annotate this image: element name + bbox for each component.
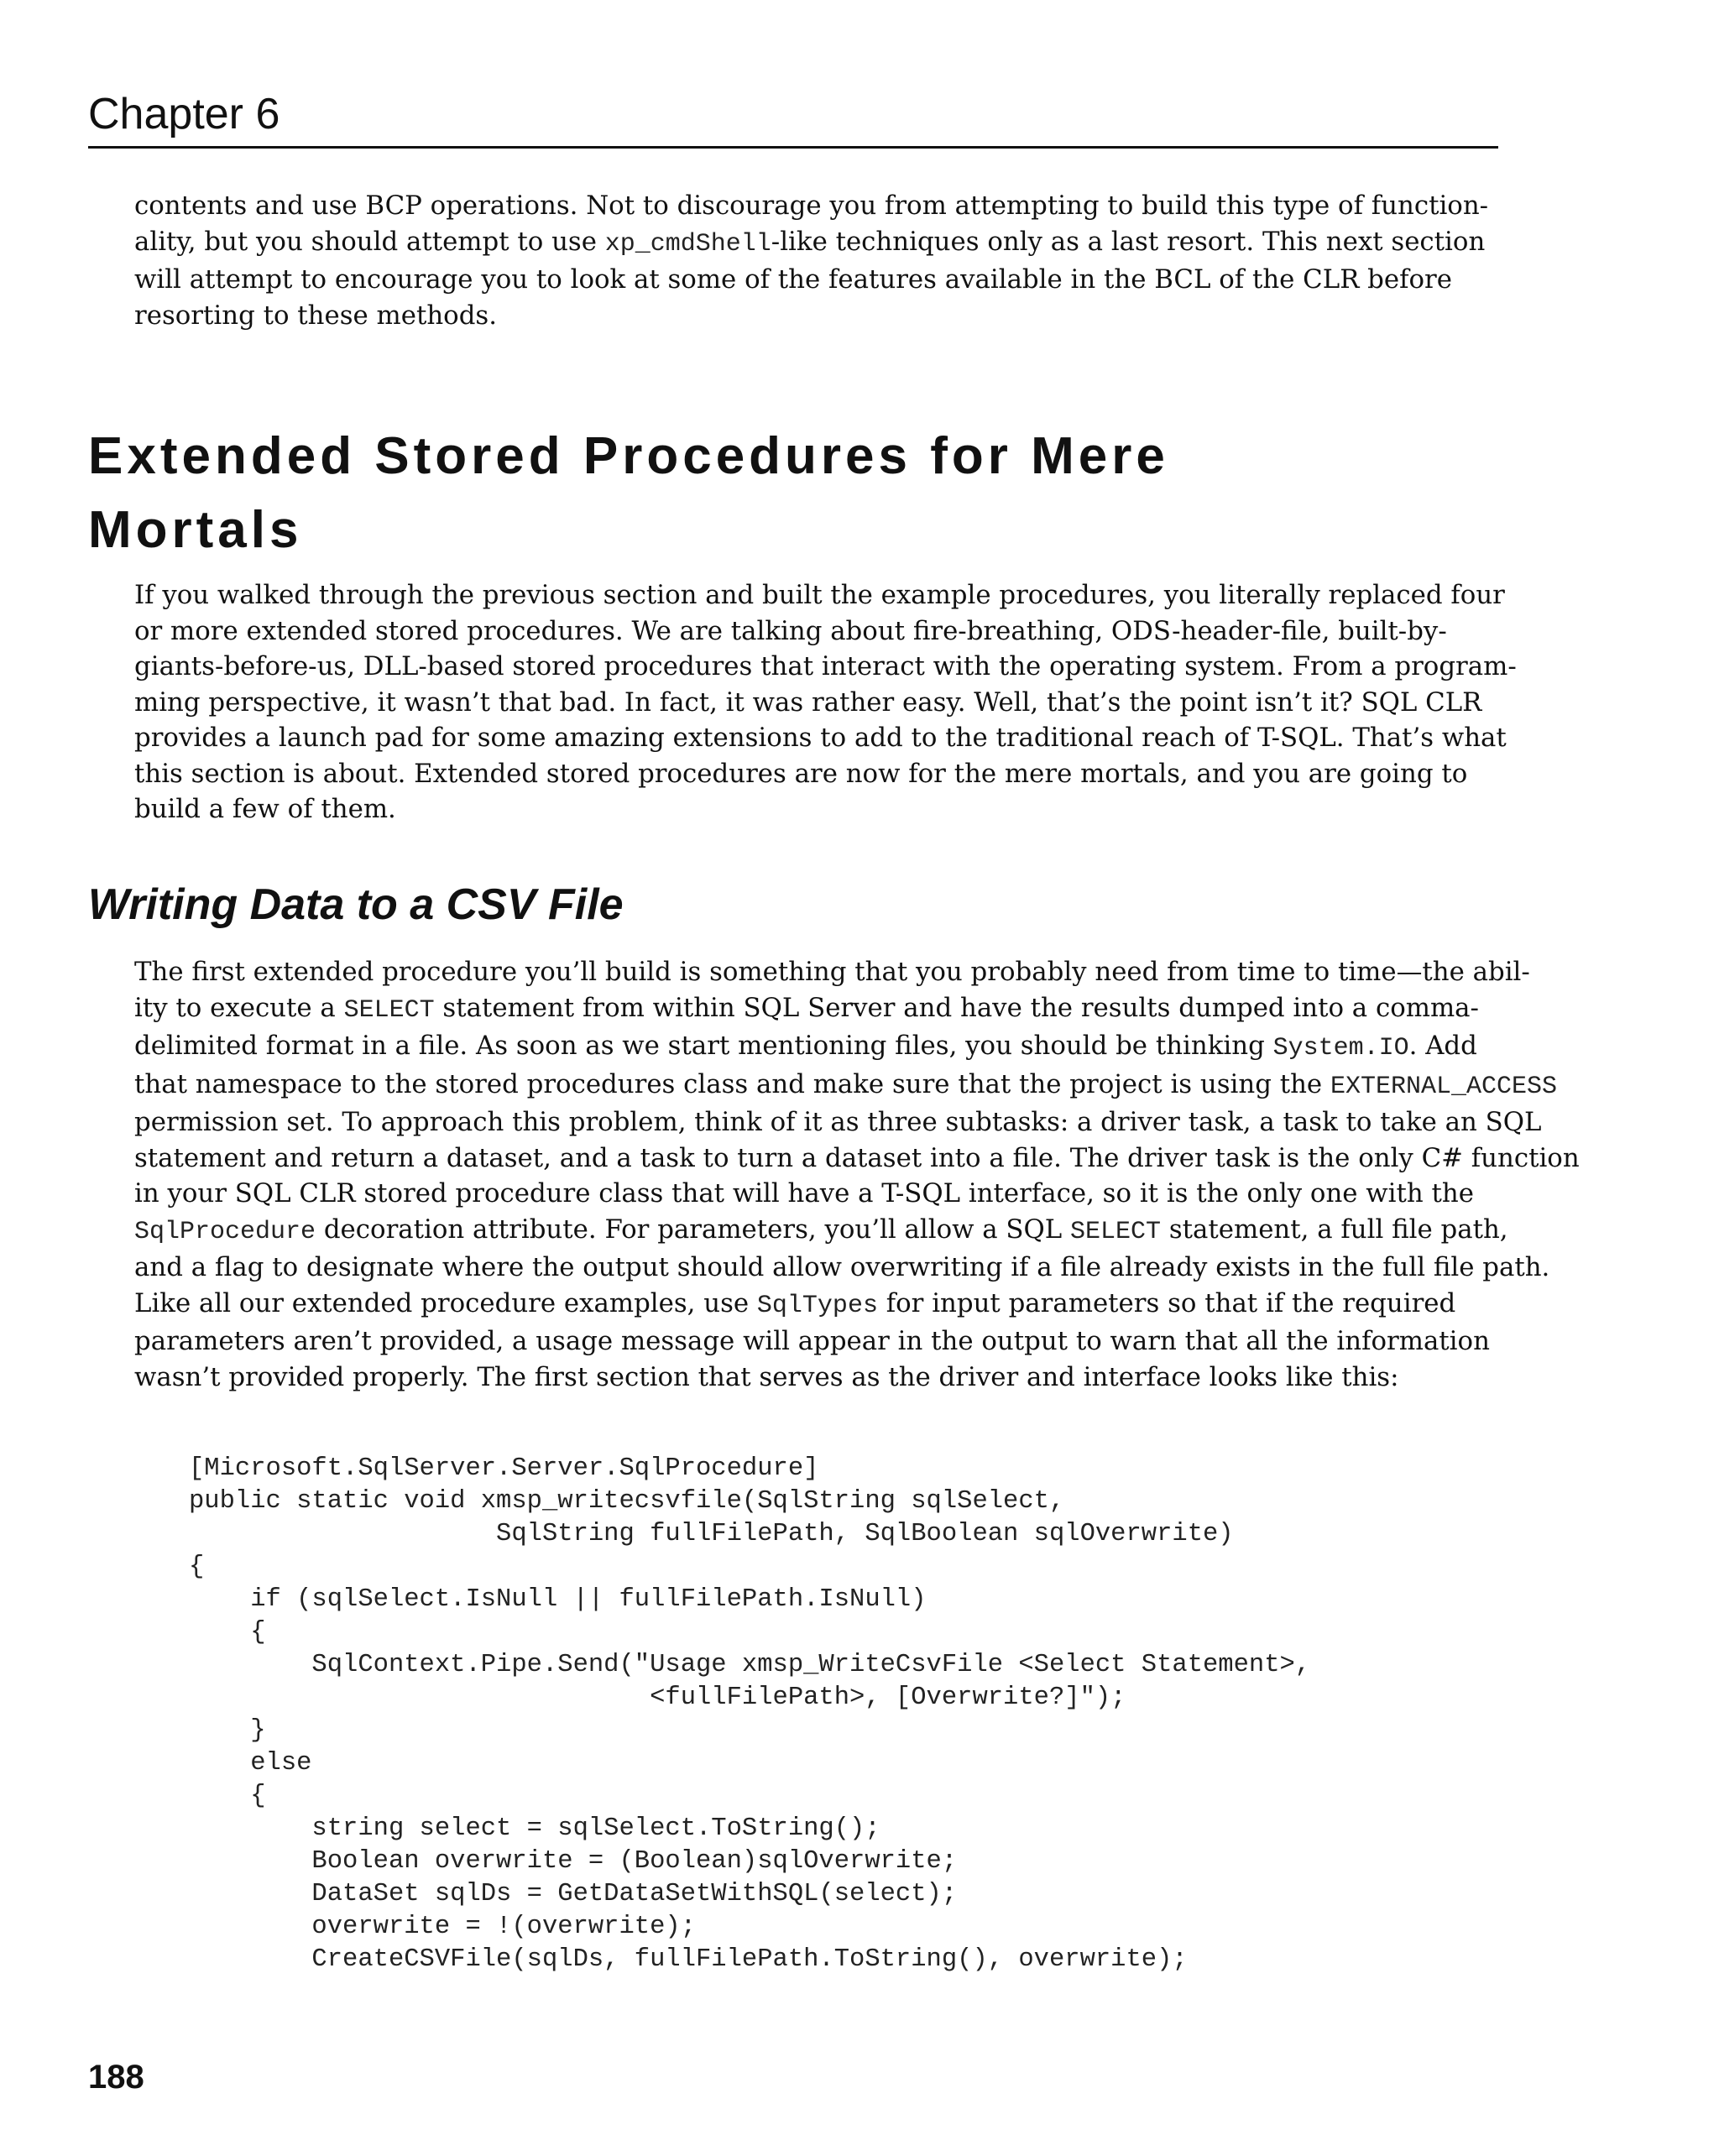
chapter-label: Chapter 6: [88, 90, 280, 138]
code-line: else: [189, 1749, 312, 1778]
text-line: [134, 1286, 1498, 1324]
text-run: statement, a full file path,: [1161, 1214, 1508, 1245]
code-line: public static void xmsp_writecsvfile(SqlString sqlSelect,: [189, 1487, 1065, 1516]
text-line: in your SQL CLR stored procedure class that will have a T-SQL interface, so it is the only one with the: [134, 1178, 1474, 1209]
text-line: or more extended stored procedures. We are talking about fire-breathing, ODS-header-file, built-by-: [134, 615, 1447, 646]
text-run: statement from within SQL Server and have the results dumped into a comma-: [434, 992, 1479, 1023]
inline-code: SELECT: [343, 995, 435, 1025]
code-line: [Microsoft.SqlServer.Server.SqlProcedure]: [189, 1454, 819, 1483]
code-line: SqlString fullFilePath, SqlBoolean sqlOverwrite): [189, 1520, 1234, 1548]
subsection-heading: Writing Data to a CSV File: [88, 880, 624, 929]
inline-code: System.IO: [1272, 1034, 1409, 1062]
code-line: <fullFilePath>, [Overwrite?]");: [189, 1684, 1126, 1712]
text-line: will attempt to encourage you to look at some of the features available in the BCL of the CLR before: [134, 264, 1452, 295]
inline-code: SELECT: [1070, 1217, 1162, 1246]
heading-line: Extended Stored Procedures for Mere: [88, 427, 1169, 485]
text-line: this section is about. Extended stored procedures are now for the mere mortals, and you are going to: [134, 758, 1468, 789]
code-line: {: [189, 1553, 205, 1581]
code-line: string select = sqlSelect.ToString();: [189, 1814, 880, 1843]
code-line: Boolean overwrite = (Boolean)sqlOverwrite;: [189, 1847, 958, 1876]
section-heading: [88, 420, 1498, 567]
inline-code: SqlTypes: [756, 1291, 878, 1320]
text-run: delimited format in a file. As soon as we start mentioning files, you should be thinking: [134, 1031, 1273, 1061]
code-line: DataSet sqlDs = GetDataSetWithSQL(select);: [189, 1880, 958, 1908]
code-listing: [189, 1420, 1310, 2009]
text-line: contents and use BCP operations. Not to discourage you from attempting to build this type of function-: [134, 191, 1489, 221]
text-line: [134, 1212, 1508, 1250]
text-run: ity to execute a: [134, 992, 344, 1023]
text-run: that namespace to the stored procedures class and make sure that the project is using the: [134, 1068, 1330, 1099]
code-line: CreateCSVFile(sqlDs, fullFilePath.ToString(), overwrite);: [189, 1945, 1188, 1974]
text-line: The first extended procedure you’ll build is something that you probably need from time to time—the abil-: [134, 957, 1530, 987]
text-run: ality, but you should attempt to use: [134, 226, 605, 257]
code-line: SqlContext.Pipe.Send("Usage xmsp_WriteCsvFile <Select Statement>,: [189, 1651, 1311, 1679]
text-line: wasn’t provided properly. The first section that serves as the driver and interface looks like this:: [134, 1361, 1399, 1392]
text-run: -like techniques only as a last resort. This next section: [771, 226, 1486, 257]
text-run: . Add: [1408, 1031, 1477, 1061]
section-paragraph: [134, 577, 1517, 827]
text-line: parameters aren’t provided, a usage message will appear in the output to warn that all the information: [134, 1326, 1490, 1356]
code-line: overwrite = !(overwrite);: [189, 1913, 696, 1941]
text-line: provides a launch pad for some amazing extensions to add to the traditional reach of T-SQL. That’s what: [134, 723, 1507, 753]
text-line: giants-before-us, DLL-based stored procedures that interact with the operating system. From a program-: [134, 651, 1517, 681]
code-line: if (sqlSelect.IsNull || fullFilePath.IsNull): [189, 1585, 927, 1614]
text-run: Like all our extended procedure examples, use: [134, 1287, 757, 1318]
page-number: 188: [88, 2059, 144, 2096]
subsection-paragraph: [134, 954, 1580, 1395]
text-line: [134, 990, 1498, 1029]
text-line: statement and return a dataset, and a task to turn a dataset into a file. The driver task is the only C# function: [134, 1142, 1580, 1173]
inline-code: SqlProcedure: [134, 1217, 316, 1246]
intro-paragraph: [134, 188, 1498, 333]
text-line: If you walked through the previous section and built the example procedures, you literally replaced four: [134, 580, 1505, 610]
code-line: {: [189, 1782, 266, 1810]
inline-code: xp_cmdShell: [604, 229, 771, 258]
code-line: }: [189, 1716, 266, 1745]
text-line: and a flag to designate where the output should allow overwriting if a file already exists in the full file path.: [134, 1252, 1550, 1282]
text-line: [134, 224, 1498, 263]
text-line: permission set. To approach this problem, think of it as three subtasks: a driver task, a task to take an SQL: [134, 1107, 1542, 1137]
text-line: [134, 1028, 1498, 1067]
code-line: {: [189, 1618, 266, 1647]
text-run: for input parameters so that if the required: [877, 1287, 1456, 1318]
text-line: ming perspective, it wasn’t that bad. In fact, it was rather easy. Well, that’s the point isn’t it? SQL CLR: [134, 686, 1482, 718]
text-line: resorting to these methods.: [134, 300, 498, 331]
inline-code: EXTERNAL_ACCESS: [1330, 1072, 1557, 1101]
text-run: decoration attribute. For parameters, you’ll allow a SQL: [316, 1214, 1071, 1245]
heading-line: Mortals: [88, 501, 303, 559]
page-header: [88, 89, 1498, 149]
text-line: [134, 1067, 1557, 1105]
text-line: build a few of them.: [134, 794, 396, 824]
